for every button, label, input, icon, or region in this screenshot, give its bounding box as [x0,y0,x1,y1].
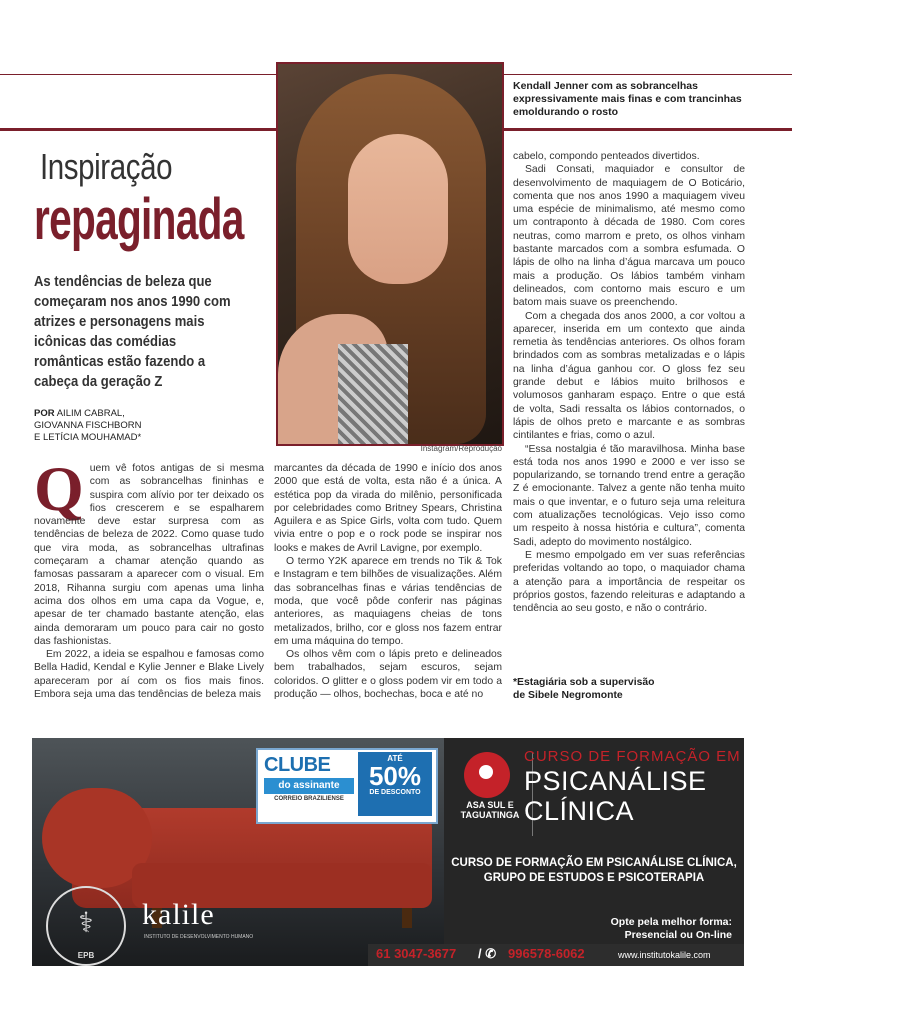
header-rule-left [0,128,276,131]
ad-modality [572,916,732,942]
byline-author-3: E LETÍCIA MOUHAMAD* [34,432,142,443]
article-column-1 [34,453,264,701]
kalile-logo: kalile [142,898,215,931]
epb-seal-logo: ⚕ EPB [46,886,126,966]
ad-location-line-1: ASA SUL E [466,800,514,810]
discount-label: DE DESCONTO [369,789,421,796]
epb-label: EPB [77,951,95,960]
photo-caption: Kendall Jenner com as sobrancelhas expressivamente mais finas e com trancinhas emoldurando o rosto [513,80,742,118]
ad-website-link[interactable]: www.institutokalile.com [618,950,711,960]
headline-line-2: repaginada [34,187,244,252]
drop-cap: Q [34,453,84,524]
kendall-jenner-photo [276,62,504,446]
clube-paper: CORREIO BRAZILIENSE [274,796,344,802]
ad-description-1: CURSO DE FORMAÇÃO EM PSICANÁLISE CLÍNICA, [451,857,737,869]
ad-image-area [32,738,444,966]
ad-modality-1: Opte pela melhor forma: [610,916,732,928]
col3-paragraph-2: Sadi Consati, maquiador e consultor de desenvolvimento de maquiagem de O Boticário, comenta que nos anos 1990 a maquiagem viveu uma espécie de minimalismo, até mesmo como um contraponto à década de 1980. Com cores neutras, como marrom e preto, os olhos vinham bastante marcados com a sombra esfumada. O lápis de olho na linha d’água marcava um pouco mais a produção. Os lábios também vinham delineados, com contorno mais escuro e um batom mais suave os preenchendo. [513,164,745,309]
discount-ate: ATÉ [387,754,403,763]
ad-phone-separator: / [478,946,482,961]
top-rule-thin [0,74,276,75]
photo-credit: Instagram/Reprodução [420,444,502,453]
byline-author-2: GIOVANNA FISCHBORN [34,420,142,431]
col2-paragraph-2: O termo Y2K aparece em trends no Tik & Tok e Instagram e tem bilhões de visualizações. Além das sobrancelhas finas e várias tendências de moda, que você pôde conferir nas páginas anteriores, as maquiagens cheias de tons metalizados, brilho, cor e gloss nos fazem entrar em uma máquina do tempo. [274,556,502,647]
clube-sub: do assinante [264,778,354,794]
article-column-2 [274,462,502,701]
whatsapp-icon: / ✆ [478,946,497,961]
headline-line-1: Inspiração [40,146,173,187]
ad-description [444,856,744,886]
ad-phone-2[interactable]: 996578-6062 [508,946,585,961]
byline-author-1: AILIM CABRAL, [56,408,125,419]
intern-note-line-1: *Estagiária sob a supervisão [513,677,655,688]
clube-name: CLUBE [264,754,331,776]
ad-location [450,800,530,820]
kalile-logo-sub: INSTITUTO DE DESENVOLVIMENTO HUMANO [144,934,254,940]
ad-course-label: CURSO DE FORMAÇÃO EM [524,748,741,765]
advertisement-banner[interactable] [32,738,744,966]
col3-paragraph-3: Com a chegada dos anos 2000, a cor voltou a aparecer, inserida em um contexto que ainda remetia às tendências anteriores. Os olhos foram brindados com as sombras metalizadas e o lápis na linha d’água ganhou cor. O gloss fez seu grande debut e lábios muito brilhosos e volumosos ganharam espaço. Entre o que está de volta, Sadi ressalta os lábios contornados, o lápis de olhos preto e marcante e as sombras cintilantes e frias, como o azul. [513,310,745,442]
intern-note [513,676,763,702]
discount-box [358,752,432,816]
ad-course-title [524,766,707,826]
ad-modality-2: Presencial ou On-line [624,929,732,941]
clube-do-assinante-badge [256,748,438,824]
lead-paragraph: As tendências de beleza que começaram nos anos 1990 com atrizes e personagens mais icônicas das comédias românticas estão fazendo a cabeça da geração Z [34,274,231,390]
ad-description-2: GRUPO DE ESTUDOS E PSICOTERAPIA [483,872,705,884]
col1-paragraph-1: uem vê fotos antigas de si mesma com as sobrancelhas fininhas e suspira com alívio por ter deixado os fios crescerem e se espalharem novamente deve estar surpresa com as tendências de beleza de 2022. Como quase tudo que vira moda, as sobrancelhas ultrafinas começaram a chamar atenção quando as famosas passaram a aparecer com o visual. Em 2018, Rihanna surgiu com apenas uma linha acima dos olhos em uma capa da Vogue, e, apesar de ter chamado bastante atenção, elas ainda demoraram um pouco para cair no gosto das fashionistas. [34,463,264,647]
col3-paragraph-1: cabelo, compondo penteados divertidos. [513,151,700,162]
byline [34,408,264,444]
col2-paragraph-1: marcantes da década de 1990 e início dos anos 2000 que está de volta, esta não é a única. A estética pop da virada do milênio, personificada por celebridades como Britney Spears, Christina Aguilera e as Spice Girls, volta com tudo. Quem vivia entre o pop e o rock pode se inspirar nos looks e makes de Avril Lavigne, por exemplo. [274,463,502,554]
col2-paragraph-3: Os olhos vêm com o lápis preto e delineados bem trabalhados, sejam escuros, sejam coloridos. O glitter e o gloss podem vir em todo a produção — olhos, bochechas, boca e até no [274,649,502,701]
discount-percent: 50% [368,761,422,791]
ad-course-title-1: PSICANÁLISE [524,766,707,796]
col1-paragraph-2: Em 2022, a ideia se espalhou e famosas como Bella Hadid, Kendal e Kylie Jenner e Blake Lively apareceram por aí com os fios mais finos. Embora seja uma das tendências de beleza mais [34,649,264,701]
header-rule-right [502,128,792,131]
intern-note-line-2: de Sibele Negromonte [513,690,623,701]
location-pin-icon [464,752,510,798]
ad-course-title-2: CLÍNICA [524,796,635,826]
byline-por: POR [34,408,55,419]
col3-paragraph-4: “Essa nostalgia é tão maravilhosa. Minha base está toda nos anos 1990 e 2000 e ver isso se popularizando, se tornando trend entre a geração Z é emocionante. Talvez a gente não tenha muito mais o que inventar, e o futuro seja uma releitura com atualizações tecnológicas. Vejo isso como um respeito à nossa história e cultura”, comenta Sadi, adepto do movimento nostálgico. [513,443,745,548]
ad-phone-1[interactable]: 61 3047-3677 [376,946,457,961]
ad-location-line-2: TAGUATINGA [460,810,520,820]
top-rule-right [502,74,792,75]
article-column-3 [513,150,745,615]
col3-paragraph-5: E mesmo empolgado em ver suas referências preferidas voltando ao topo, o maquiador chama a atenção para a importância de respeitar os próprios gostos, fazendo releituras e adaptando a tendência ao seu gosto, e não o contrário. [513,549,745,615]
